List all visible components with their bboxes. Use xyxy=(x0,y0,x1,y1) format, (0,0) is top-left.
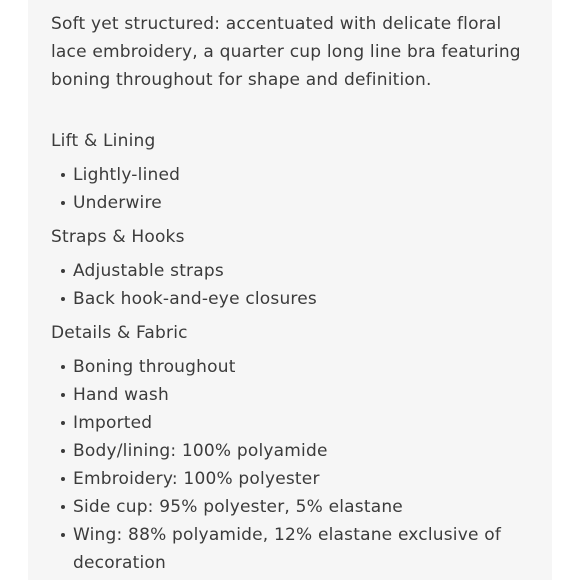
section-list xyxy=(51,353,530,577)
list-item: Adjustable straps xyxy=(51,257,530,285)
section-details-fabric xyxy=(51,319,530,577)
list-item: Body/lining: 100% polyamide xyxy=(51,437,530,465)
product-intro-text: Soft yet structured: accentuated with delicate floral lace embroidery, a quarter cup long line bra featuring boning throughout for shape and definition. xyxy=(51,14,521,90)
list-item: Back hook-and-eye closures xyxy=(51,285,530,313)
list-item: Boning throughout xyxy=(51,353,530,381)
section-heading: Details & Fabric xyxy=(51,323,188,343)
list-item: Lightly-lined xyxy=(51,161,530,189)
section-list xyxy=(51,161,530,217)
section-heading: Lift & Lining xyxy=(51,131,156,151)
section-list xyxy=(51,257,530,313)
list-item: Underwire xyxy=(51,189,530,217)
section-lift-lining xyxy=(51,127,530,217)
list-item: Embroidery: 100% polyester xyxy=(51,465,530,493)
list-item: Imported xyxy=(51,409,530,437)
product-description-panel xyxy=(28,0,552,580)
list-item: Side cup: 95% polyester, 5% elastane xyxy=(51,493,530,521)
section-straps-hooks xyxy=(51,223,530,313)
list-item: Wing: 88% polyamide, 12% elastane exclusive of decoration xyxy=(51,521,530,577)
list-item: Hand wash xyxy=(51,381,530,409)
section-heading: Straps & Hooks xyxy=(51,227,185,247)
